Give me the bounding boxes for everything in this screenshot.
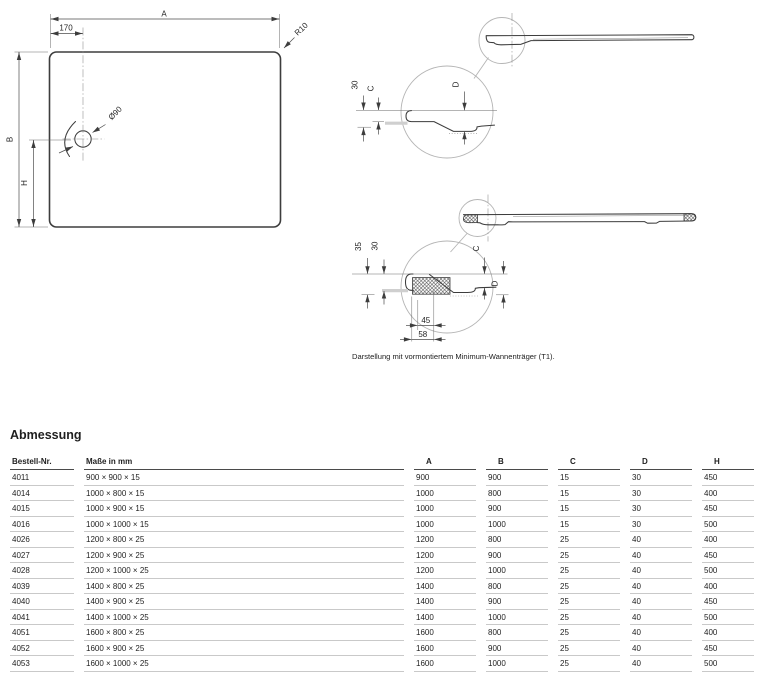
dim-label-b: B	[5, 136, 15, 143]
table-cell: 900	[486, 470, 548, 486]
dim-label-r10: R10	[292, 20, 310, 38]
table-cell: 1600	[414, 641, 476, 657]
dim-label-d: D	[451, 81, 461, 88]
dim-label-30: 30	[350, 80, 360, 90]
table-row	[10, 641, 754, 657]
table-cell: 1200 × 900 × 25	[84, 548, 404, 564]
table-cell: 1000	[486, 610, 548, 626]
dim-label-c: C	[366, 85, 376, 92]
table-cell: 400	[702, 579, 754, 595]
detail-circle-small	[479, 18, 525, 64]
table-cell: 1000	[414, 486, 476, 502]
table-cell: 1600 × 900 × 25	[84, 641, 404, 657]
tray-outline	[50, 52, 281, 227]
table-cell: 40	[630, 563, 692, 579]
dim-label-58: 58	[418, 329, 428, 339]
table-cell: 800	[486, 579, 548, 595]
table-header-row	[10, 455, 754, 470]
table-cell: 40	[630, 610, 692, 626]
dim-label-c: C	[472, 245, 481, 252]
table-cell: 25	[558, 656, 620, 672]
column-header: Bestell-Nr.	[10, 455, 74, 470]
table-cell: 25	[558, 641, 620, 657]
table-row	[10, 625, 754, 641]
table-cell: 40	[630, 594, 692, 610]
table-cell: 450	[702, 548, 754, 564]
column-header: Maße in mm	[84, 455, 404, 470]
table-cell: 1200 × 800 × 25	[84, 532, 404, 548]
table-cell: 30	[630, 501, 692, 517]
table-row	[10, 517, 754, 533]
table-cell: 40	[630, 579, 692, 595]
table-cell: 1000	[414, 517, 476, 533]
detail-circle-large	[401, 66, 493, 158]
table-row	[10, 594, 754, 610]
table-cell: 500	[702, 656, 754, 672]
table-row	[10, 656, 754, 672]
table-cell: 30	[630, 486, 692, 502]
table-cell: 1200	[414, 532, 476, 548]
table-cell: 25	[558, 563, 620, 579]
column-header: C	[558, 455, 620, 470]
tray-profile	[486, 35, 694, 45]
dim-label-30: 30	[370, 241, 380, 251]
table-cell: 25	[558, 532, 620, 548]
table-cell: 15	[558, 486, 620, 502]
table-row	[10, 563, 754, 579]
table-cell: 4052	[10, 641, 74, 657]
table-cell: 900	[486, 501, 548, 517]
table-cell: 1000	[486, 656, 548, 672]
table-cell: 4041	[10, 610, 74, 626]
table-cell: 800	[486, 625, 548, 641]
table-row	[10, 486, 754, 502]
table-cell: 4028	[10, 563, 74, 579]
table-cell: 15	[558, 517, 620, 533]
column-header: D	[630, 455, 692, 470]
table-cell: 4026	[10, 532, 74, 548]
cross-section-carrier	[352, 195, 696, 342]
table-cell: 800	[486, 532, 548, 548]
table-cell: 4039	[10, 579, 74, 595]
table-cell: 1000 × 1000 × 15	[84, 517, 404, 533]
table-cell: 25	[558, 594, 620, 610]
table-row	[10, 501, 754, 517]
table-cell: 40	[630, 625, 692, 641]
magnified-profile	[406, 111, 495, 132]
table-cell: 900	[486, 594, 548, 610]
carrier-foot-right	[684, 214, 696, 221]
table-cell: 450	[702, 594, 754, 610]
table-cell: 900	[486, 641, 548, 657]
table-cell: 4027	[10, 548, 74, 564]
table-cell: 25	[558, 548, 620, 564]
table-cell: 40	[630, 641, 692, 657]
table-cell: 1400 × 900 × 25	[84, 594, 404, 610]
table-row	[10, 532, 754, 548]
dim-label-35: 35	[354, 242, 363, 251]
table-cell: 40	[630, 532, 692, 548]
table-cell: 25	[558, 610, 620, 626]
table-cell: 900	[486, 548, 548, 564]
table-body	[10, 470, 754, 672]
table-cell: 1000	[414, 501, 476, 517]
table-cell: 900 × 900 × 15	[84, 470, 404, 486]
dim-label-170: 170	[59, 23, 73, 33]
table-cell: 400	[702, 625, 754, 641]
table-cell: 30	[630, 517, 692, 533]
table-cell: 500	[702, 517, 754, 533]
table-cell: 4011	[10, 470, 74, 486]
table-cell: 400	[702, 486, 754, 502]
table-cell: 40	[630, 656, 692, 672]
plan-view	[6, 10, 311, 228]
column-header: B	[486, 455, 548, 470]
column-header: A	[414, 455, 476, 470]
table-cell: 1000 × 900 × 15	[84, 501, 404, 517]
table-cell: 1400	[414, 610, 476, 626]
table-cell: 1200	[414, 563, 476, 579]
tray-profile	[464, 214, 696, 225]
table-cell: 1600 × 1000 × 25	[84, 656, 404, 672]
table-cell: 1600	[414, 625, 476, 641]
dim-label-45: 45	[421, 315, 431, 325]
table-cell: 900	[414, 470, 476, 486]
table-cell: 25	[558, 625, 620, 641]
table-cell: 1200	[414, 548, 476, 564]
table-cell: 4053	[10, 656, 74, 672]
table-row	[10, 470, 754, 486]
table-cell: 4040	[10, 594, 74, 610]
table-cell: 15	[558, 470, 620, 486]
table-cell: 450	[702, 470, 754, 486]
table-cell: 450	[702, 641, 754, 657]
section-title: Abmessung	[10, 428, 82, 442]
table-cell: 1200 × 1000 × 25	[84, 563, 404, 579]
table-cell: 1600	[414, 656, 476, 672]
dim-label-drain-diameter: Ø90	[106, 104, 124, 122]
table-cell: 1000 × 800 × 15	[84, 486, 404, 502]
dim-label-a: A	[161, 9, 167, 19]
table-cell: 400	[702, 532, 754, 548]
table-cell: 500	[702, 610, 754, 626]
table-cell: 1400 × 1000 × 25	[84, 610, 404, 626]
table-cell: 40	[630, 548, 692, 564]
dim-label-h: H	[20, 180, 29, 186]
table-cell: 450	[702, 501, 754, 517]
table-cell: 4051	[10, 625, 74, 641]
table-cell: 4014	[10, 486, 74, 502]
table-cell: 15	[558, 501, 620, 517]
table-cell: 1400	[414, 579, 476, 595]
table-row	[10, 610, 754, 626]
table-cell: 1400 × 800 × 25	[84, 579, 404, 595]
carrier-foot-left	[463, 215, 477, 223]
table-cell: 500	[702, 563, 754, 579]
table-cell: 1400	[414, 594, 476, 610]
drawing-caption: Darstellung mit vormontiertem Minimum-Wannenträger (T1).	[352, 352, 555, 361]
table-cell: 4016	[10, 517, 74, 533]
table-cell: 1000	[486, 563, 548, 579]
table-cell: 1000	[486, 517, 548, 533]
table-row	[10, 579, 754, 595]
table-cell: 4015	[10, 501, 74, 517]
dim-label-d: D	[490, 280, 500, 287]
table-row	[10, 548, 754, 564]
table-cell: 25	[558, 579, 620, 595]
table-cell: 30	[630, 470, 692, 486]
dimensions-table	[0, 455, 764, 672]
table-cell: 800	[486, 486, 548, 502]
cross-section-plain	[351, 13, 694, 158]
column-header: H	[702, 455, 754, 470]
table-cell: 1600 × 800 × 25	[84, 625, 404, 641]
